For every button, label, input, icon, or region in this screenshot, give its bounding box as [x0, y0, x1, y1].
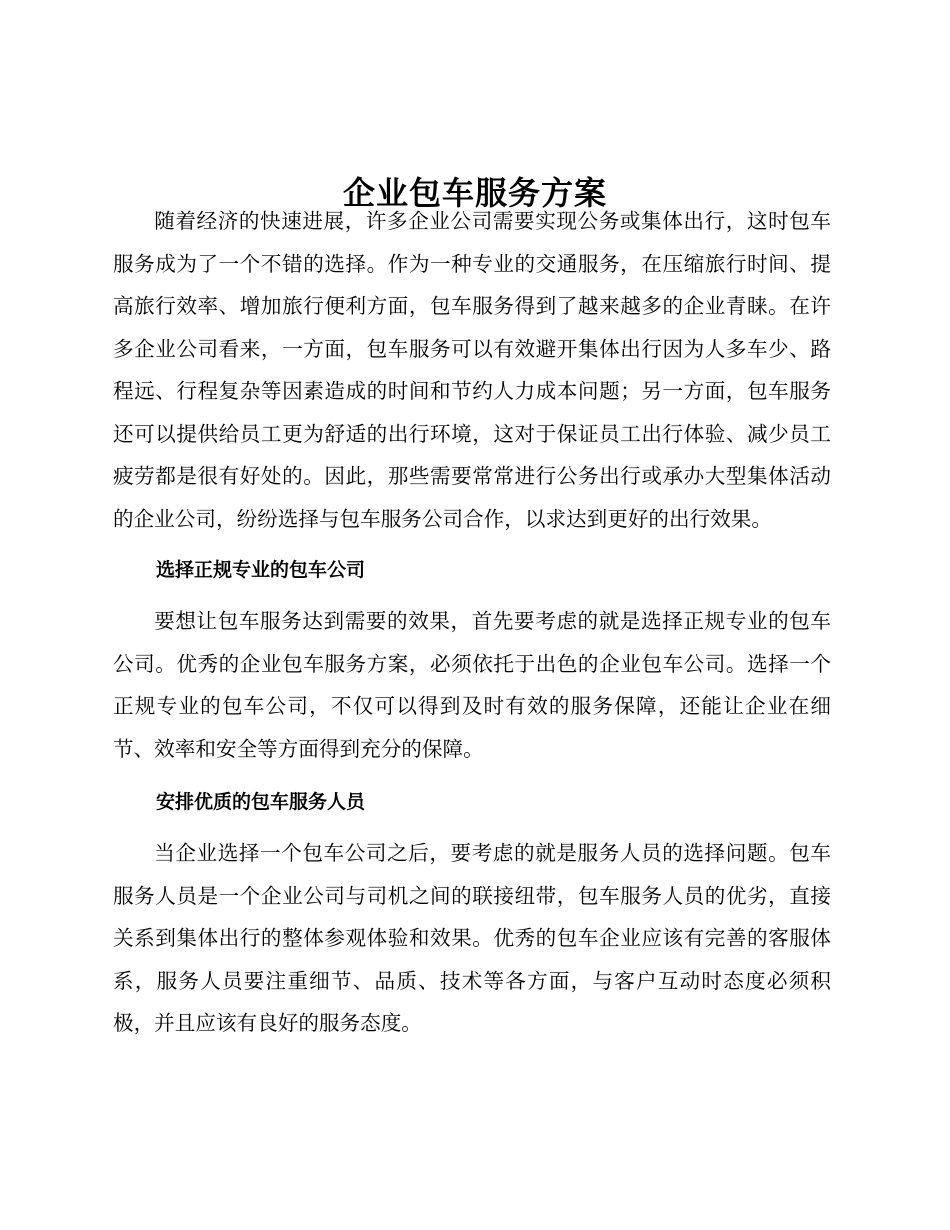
section-heading: 选择正规专业的包车公司	[156, 559, 366, 581]
intro-paragraph: 随着经济的快速进展，许多企业公司需要实现公务或集体出行，这时包车服务成为了一个不错的选择。作为一种专业的交通服务，在压缩旅行时间、提高旅行效率、增加旅行便利方面，包车服务得到了越来越多的企业青睐。在许多企业公司看来，一方面，包车服务可以有效避开集体出行因为人多车少、路程远、行程复杂等因素造成的时间和节约人力成本问题；另一方面，包车服务还可以提供给员工更为舒适的出行环境，这对于保证员工出行体验、减少员工疲劳都是很有好处的。因此，那些需要常常进行公务出行或承办大型集体活动的企业公司，纷纷选择与包车服务公司合作，以求达到更好的出行效果。	[113, 209, 831, 531]
section-heading: 安排优质的包车服务人员	[156, 791, 366, 813]
document-title: 企业包车服务方案	[342, 174, 607, 213]
section-paragraph: 要想让包车服务达到需要的效果，首先要考虑的就是选择正规专业的包车公司。优秀的企业包车服务方案，必须依托于出色的企业包车公司。选择一个正规专业的包车公司，不仅可以得到及时有效的服务保障，还能让企业在细节、效率和安全等方面得到充分的保障。	[113, 609, 831, 761]
document-body	[113, 200, 831, 1045]
section-paragraph: 当企业选择一个包车公司之后，要考虑的就是服务人员的选择问题。包车服务人员是一个企业公司与司机之间的联接纽带，包车服务人员的优劣，直接关系到集体出行的整体参观体验和效果。优秀的包车企业应该有完善的客服体系，服务人员要注重细节、品质、技术等各方面，与客户互动时态度必须积极，并且应该有良好的服务态度。	[113, 841, 831, 1035]
